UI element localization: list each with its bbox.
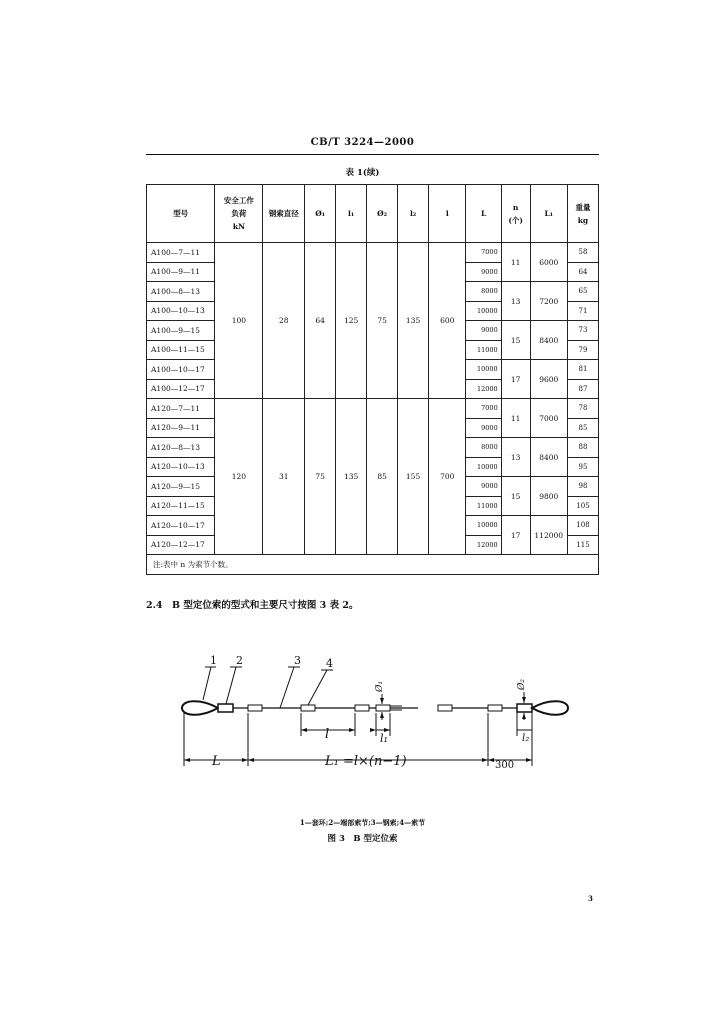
cell-model: A100—7—11 xyxy=(147,243,215,263)
cell-L1: 9800 xyxy=(530,477,567,516)
cell-n: 13 xyxy=(501,282,530,321)
cell-model: A120—12—17 xyxy=(147,535,215,555)
document-header: CB/T 3224—2000 xyxy=(310,137,415,148)
section-2-4-text: 2.4 B 型定位索的型式和主要尺寸按图 3 表 2。 xyxy=(146,600,359,611)
figure-legend: 1—套环;2—端部索节;3—钢索;4—索节 xyxy=(299,818,426,827)
dim-phi2-label: Ø₂ xyxy=(517,679,527,690)
cell-n: 11 xyxy=(501,399,530,438)
cell-n: 15 xyxy=(501,477,530,516)
dim-300-label: 300 xyxy=(495,760,515,771)
cell-model: A100—9—15 xyxy=(147,321,215,341)
cell-model: A100—12—17 xyxy=(147,379,215,399)
col-header-phi2: Ø₂ xyxy=(367,185,398,243)
cell-L: 11000 xyxy=(466,340,501,360)
cell-phi2: 75 xyxy=(367,243,398,399)
cell-weight: 65 xyxy=(567,282,598,302)
cell-L: 8000 xyxy=(466,438,501,458)
cell-phi1: 75 xyxy=(305,399,336,555)
table-note: 注:表中 n 为索节个数。 xyxy=(147,555,599,575)
cell-n: 17 xyxy=(501,360,530,399)
cell-L: 9000 xyxy=(466,418,501,438)
cell-L1: 7000 xyxy=(530,399,567,438)
cell-weight: 79 xyxy=(567,340,598,360)
dim-l-label: l xyxy=(325,727,330,742)
right-end-fitting xyxy=(517,704,532,712)
col-header-L: L xyxy=(466,185,501,243)
cell-L1: 6000 xyxy=(530,243,567,282)
cell-phi2: 85 xyxy=(367,399,398,555)
cell-L1: 112000 xyxy=(530,516,567,555)
rope-clip xyxy=(355,705,369,711)
rope-clip xyxy=(438,705,452,711)
cell-l2: 155 xyxy=(398,399,429,555)
col-header-rope-dia: 钢索直径 xyxy=(263,185,305,243)
cell-weight: 73 xyxy=(567,321,598,341)
cell-model: A100—9—11 xyxy=(147,262,215,282)
cell-weight: 78 xyxy=(567,399,598,419)
cell-L1: 8400 xyxy=(530,321,567,360)
cell-phi1: 64 xyxy=(305,243,336,399)
cell-model: A120—9—15 xyxy=(147,477,215,497)
cell-model: A120—11—15 xyxy=(147,496,215,516)
col-header-phi1: Ø₁ xyxy=(305,185,336,243)
col-header-weight-unit: kg xyxy=(577,215,589,225)
cell-l: 700 xyxy=(429,399,466,555)
table-row xyxy=(147,243,599,263)
callout-4: 4 xyxy=(326,657,333,670)
cell-L: 7000 xyxy=(466,243,501,263)
col-header-n-unit: (个) xyxy=(508,215,523,225)
col-header-l1: l₁ xyxy=(336,185,367,243)
spec-table xyxy=(146,184,599,575)
rope-clip xyxy=(301,705,315,711)
cell-model: A100—10—17 xyxy=(147,360,215,380)
cell-n: 13 xyxy=(501,438,530,477)
cell-n: 15 xyxy=(501,321,530,360)
col-header-model: 型号 xyxy=(147,185,215,243)
cell-L: 7000 xyxy=(466,399,501,419)
cell-L: 10000 xyxy=(466,457,501,477)
rope-clip xyxy=(488,705,502,711)
cell-weight: 85 xyxy=(567,418,598,438)
cell-weight: 88 xyxy=(567,438,598,458)
col-header-l2: l₂ xyxy=(398,185,429,243)
dim-L-label: L xyxy=(212,754,221,769)
cell-L: 9000 xyxy=(466,321,501,341)
callout-2: 2 xyxy=(236,654,243,667)
right-thimble xyxy=(532,701,568,715)
col-header-n-symbol: n xyxy=(512,202,519,212)
cell-weight: 58 xyxy=(567,243,598,263)
cell-L: 11000 xyxy=(466,496,501,516)
cell-model: A120—8—13 xyxy=(147,438,215,458)
cell-n: 17 xyxy=(501,516,530,555)
cell-L: 9000 xyxy=(466,262,501,282)
cell-L: 10000 xyxy=(466,516,501,536)
cell-weight: 64 xyxy=(567,262,598,282)
col-header-weight xyxy=(567,185,598,243)
cell-model: A120—10—13 xyxy=(147,457,215,477)
callout-1: 1 xyxy=(210,654,217,667)
col-header-load-line1: 安全工作 xyxy=(223,196,254,205)
cell-l1: 125 xyxy=(336,243,367,399)
cell-weight: 108 xyxy=(567,516,598,536)
dim-phi1-label: Ø₁ xyxy=(375,681,385,692)
cell-L: 10000 xyxy=(466,301,501,321)
header-rule xyxy=(146,154,599,155)
cell-L1: 9600 xyxy=(530,360,567,399)
col-header-load xyxy=(215,185,263,243)
cell-model: A120—10—17 xyxy=(147,516,215,536)
cell-L: 9000 xyxy=(466,477,501,497)
cell-weight: 98 xyxy=(567,477,598,497)
rope-clip xyxy=(248,705,262,711)
col-header-l: l xyxy=(429,185,466,243)
cell-load: 100 xyxy=(215,243,263,399)
col-header-load-line2: 负荷 xyxy=(231,209,247,218)
cell-L: 10000 xyxy=(466,360,501,380)
col-header-n xyxy=(501,185,530,243)
left-thimble xyxy=(182,701,218,715)
cell-l1: 135 xyxy=(336,399,367,555)
cell-model: A100—11—15 xyxy=(147,340,215,360)
cell-weight: 87 xyxy=(567,379,598,399)
cell-rope-dia: 31 xyxy=(263,399,305,555)
dim-l1-label: l₁ xyxy=(380,732,388,745)
figure-caption: 图 3 B 型定位索 xyxy=(327,834,398,844)
cell-L: 8000 xyxy=(466,282,501,302)
cell-weight: 71 xyxy=(567,301,598,321)
table-row xyxy=(147,399,599,419)
cell-weight: 95 xyxy=(567,457,598,477)
dim-l2-label: l₂ xyxy=(522,733,530,744)
cell-L1: 8400 xyxy=(530,438,567,477)
col-header-L1: L₁ xyxy=(530,185,567,243)
cell-model: A100—8—13 xyxy=(147,282,215,302)
cell-weight: 115 xyxy=(567,535,598,555)
cell-L: 12000 xyxy=(466,535,501,555)
cell-n: 11 xyxy=(501,243,530,282)
rope-clip xyxy=(376,705,390,711)
table-caption: 表 1(续) xyxy=(345,168,380,178)
callout-3: 3 xyxy=(294,654,301,667)
col-header-weight-label: 重量 xyxy=(575,202,591,212)
cell-l2: 135 xyxy=(398,243,429,399)
left-end-fitting xyxy=(218,704,233,712)
cell-model: A120—7—11 xyxy=(147,399,215,419)
figure-3-drawing xyxy=(170,650,590,775)
cell-weight: 105 xyxy=(567,496,598,516)
page-number: 3 xyxy=(588,894,593,903)
cell-weight: 81 xyxy=(567,360,598,380)
cell-model: A120—9—11 xyxy=(147,418,215,438)
cell-l: 600 xyxy=(429,243,466,399)
cell-rope-dia: 28 xyxy=(263,243,305,399)
dim-L1-label: L₁ =l×(n−1) xyxy=(325,754,407,769)
cell-L1: 7200 xyxy=(530,282,567,321)
col-header-load-unit: kN xyxy=(232,222,245,231)
cell-load: 120 xyxy=(215,399,263,555)
cell-L: 12000 xyxy=(466,379,501,399)
cell-model: A100—10—13 xyxy=(147,301,215,321)
